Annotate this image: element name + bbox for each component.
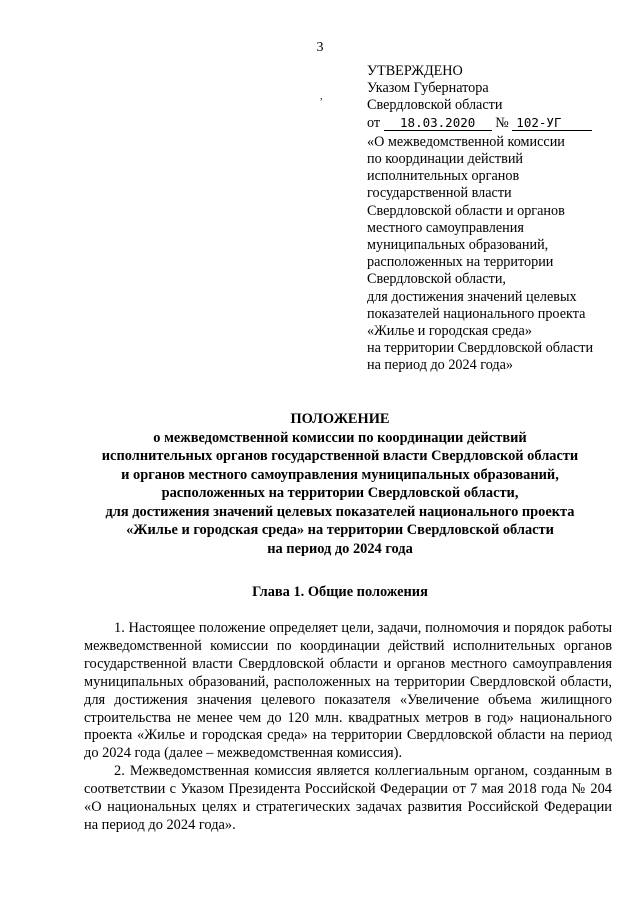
- decree-title-line: на период до 2024 года»: [367, 357, 514, 374]
- paragraph: 1. Настоящее положение определяет цели, задачи, полномочия и порядок работы межведомственной комиссии по координации действий исполнительных органов государственной власти Свердловской области и органов местного самоуправления муниципальных образований, расположенных на территории Свердловской области, для достижения значения целевого показателя «Увеличение объема жилищного строительства не менее чем до 120 млн. квадратных метров в год» национального проекта «Жилье и городская среда» на территории Свердловской области на период до 2024 года (далее – межведомственная комиссия).: [84, 620, 612, 762]
- heading-line: «Жилье и городская среда» на территории Свердловской области: [126, 522, 554, 538]
- number-sign: №: [495, 114, 509, 131]
- decree-title-line: расположенных на территории: [367, 254, 554, 271]
- heading-line: расположенных на территории Свердловской области,: [161, 485, 519, 501]
- document-subtitle: [40, 429, 640, 559]
- heading-line: исполнительных органов государственной власти Свердловской области: [101, 448, 579, 464]
- paragraph: 2. Межведомственная комиссия является коллегиальным органом, созданным в соответствии с Указом Президента Российской Федерации от 7 мая 2018 года № 204 «О национальных целях и стратегических задачах развития Российской Федерации на период до 2024 года».: [84, 763, 612, 833]
- decree-title-line: на территории Свердловской области: [367, 340, 594, 357]
- decree-title-line: по координации действий: [367, 151, 524, 168]
- heading-line: о межведомственной комиссии по координации действий: [153, 429, 527, 446]
- decree-title-line: государственной власти: [367, 185, 512, 202]
- approval-line: Свердловской области: [367, 97, 503, 114]
- approval-date: 18.03.2020: [384, 115, 492, 131]
- approval-date-line: [367, 115, 617, 132]
- decree-title-line: Свердловской области и органов: [367, 202, 565, 219]
- decree-title-line: муниципальных образований,: [367, 237, 549, 254]
- chapter-title: Глава 1. Общие положения: [252, 584, 428, 600]
- document-title: ПОЛОЖЕНИЕ: [290, 411, 390, 427]
- approval-block: [367, 63, 617, 375]
- document-heading: [40, 410, 640, 558]
- decree-title-line: для достижения значений целевых: [367, 288, 577, 305]
- heading-line: на период до 2024 года: [267, 540, 413, 557]
- from-label: от: [367, 114, 381, 131]
- decree-title-line: показателей национального проекта: [367, 305, 586, 322]
- heading-line: и органов местного самоуправления муниципальных образований,: [121, 466, 559, 483]
- decree-title-line: местного самоуправления: [367, 219, 524, 236]
- decree-title-line: Свердловской области,: [367, 271, 506, 288]
- stray-mark: ,: [320, 91, 323, 102]
- body-text: [84, 620, 612, 835]
- decree-title-line: исполнительных органов: [367, 168, 520, 185]
- decree-title-line: «О межведомственной комиссии: [367, 133, 565, 150]
- heading-line: для достижения значений целевых показателей национального проекта: [105, 503, 575, 520]
- approval-title: УТВЕРЖДЕНО: [367, 63, 463, 79]
- decree-title: [367, 134, 617, 375]
- page-number: 3: [316, 40, 324, 55]
- approval-line: Указом Губернатора: [367, 80, 489, 97]
- approval-number: 102-УГ: [512, 115, 592, 131]
- decree-title-line: «Жилье и городская среда»: [367, 323, 532, 340]
